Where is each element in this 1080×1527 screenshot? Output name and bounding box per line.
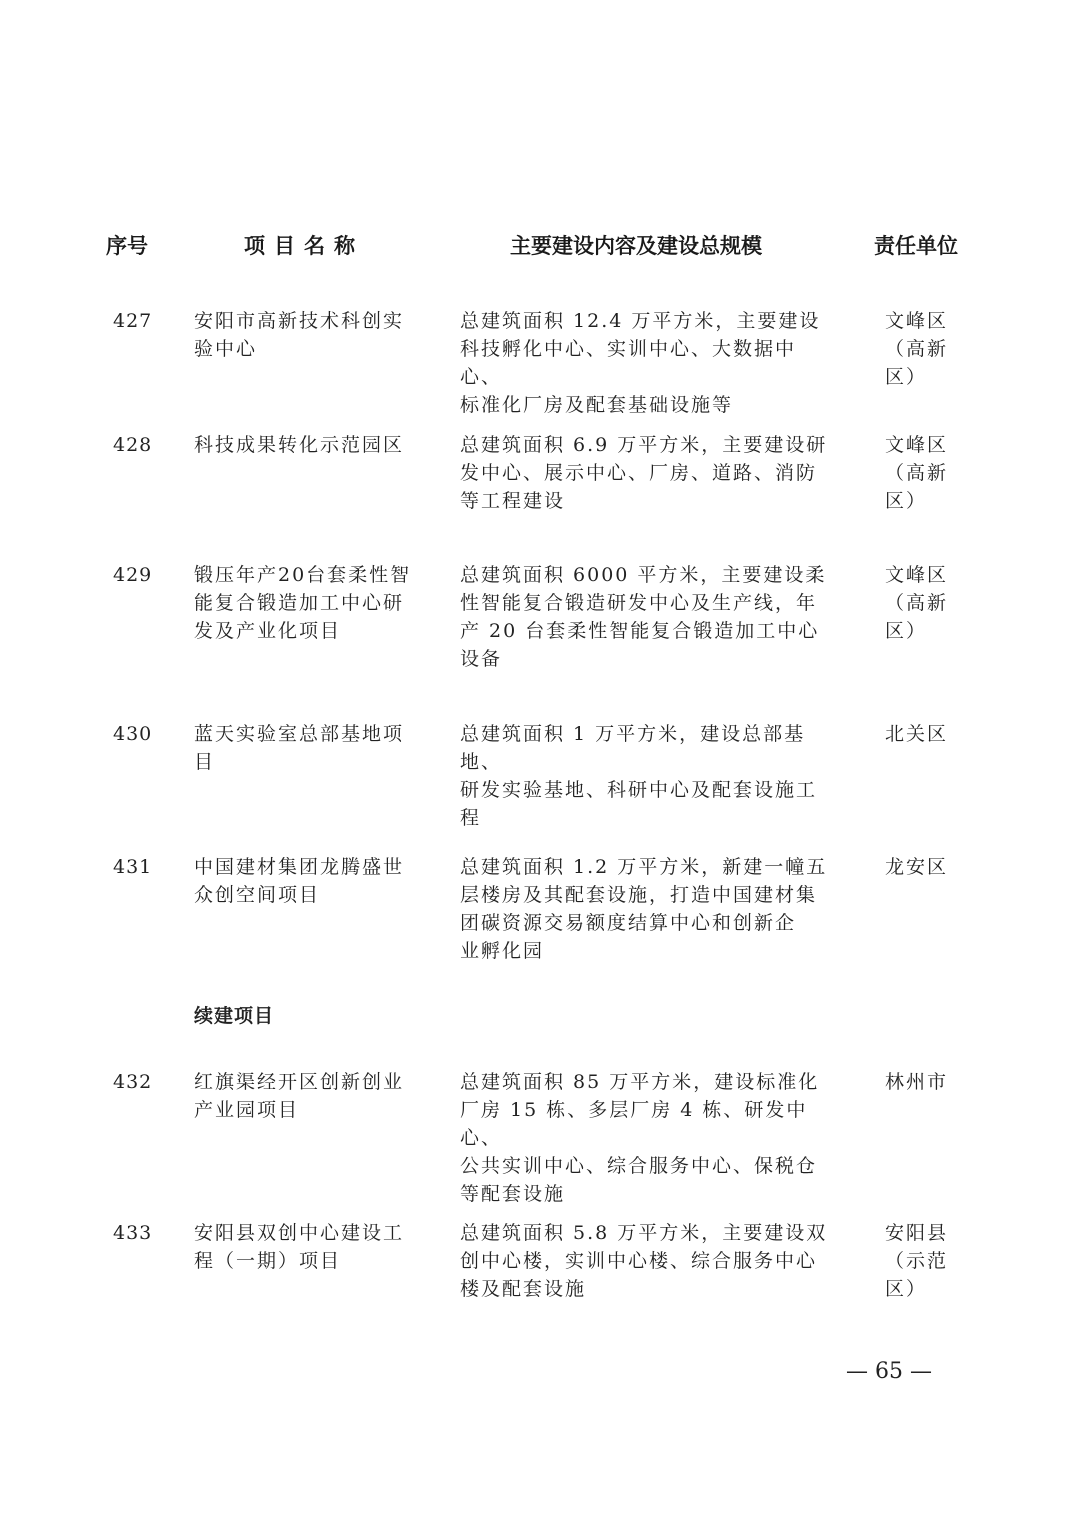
row-responsible-unit: 安阳县 （示范 区） — [885, 1222, 949, 1300]
row-project-name: 安阳市高新技术科创实 验中心 — [194, 310, 405, 360]
row-project-name: 红旗渠经开区创新创业 产业园项目 — [194, 1071, 405, 1121]
row-serial-number: 433 — [113, 1222, 153, 1244]
page-number: — 65 — — [846, 1359, 932, 1384]
row-serial-number: 432 — [113, 1071, 153, 1093]
row-serial-number: 430 — [113, 723, 153, 745]
row-responsible-unit: 北关区 — [885, 723, 949, 745]
row-construction-content: 总建筑面积 1 万平方米，建设总部基地、 研发实验基地、科研中心及配套设施工 程 — [460, 723, 818, 829]
row-serial-number: 427 — [113, 310, 153, 332]
row-construction-content: 总建筑面积 12.4 万平方米，主要建设 科技孵化中心、实训中心、大数据中心、 标准化厂房及配套基础设施等 — [460, 310, 821, 416]
header-responsible-unit: 责任单位 — [874, 234, 958, 258]
row-construction-content: 总建筑面积 6000 平方米，主要建设柔 性智能复合锻造研发中心及生产线，年 产 20 台套柔性智能复合锻造加工中心 设备 — [460, 564, 827, 670]
row-serial-number: 431 — [113, 856, 153, 878]
row-responsible-unit: 文峰区 （高新 区） — [885, 434, 949, 512]
section-heading-continued-projects: 续建项目 — [194, 1005, 275, 1027]
row-responsible-unit: 龙安区 — [885, 856, 949, 878]
table-header — [0, 226, 1080, 262]
row-project-name: 安阳县双创中心建设工 程（一期）项目 — [194, 1222, 405, 1272]
row-construction-content: 总建筑面积 5.8 万平方米，主要建设双 创中心楼，实训中心楼、综合服务中心 楼及配套设施 — [460, 1222, 828, 1300]
header-project-name: 项目名称 — [244, 234, 364, 258]
row-construction-content: 总建筑面积 85 万平方米，建设标准化 厂房 15 栋、多层厂房 4 栋、研发中心、 公共实训中心、综合服务中心、保税仓 等配套设施 — [460, 1071, 820, 1205]
row-project-name: 中国建材集团龙腾盛世 众创空间项目 — [194, 856, 405, 906]
row-responsible-unit: 林州市 — [885, 1071, 949, 1093]
row-construction-content: 总建筑面积 6.9 万平方米，主要建设研 发中心、展示中心、厂房、道路、消防 等工程建设 — [460, 434, 828, 512]
header-construction-content: 主要建设内容及建设总规模 — [510, 234, 762, 258]
row-project-name: 锻压年产20台套柔性智 能复合锻造加工中心研 发及产业化项目 — [194, 564, 412, 642]
row-serial-number: 428 — [113, 434, 153, 456]
row-serial-number: 429 — [113, 564, 153, 586]
header-serial-number: 序号 — [106, 234, 148, 258]
row-responsible-unit: 文峰区 （高新 区） — [885, 310, 949, 388]
row-project-name: 科技成果转化示范园区 — [194, 434, 405, 456]
row-responsible-unit: 文峰区 （高新 区） — [885, 564, 949, 642]
row-project-name: 蓝天实验室总部基地项 目 — [194, 723, 405, 773]
row-construction-content: 总建筑面积 1.2 万平方米，新建一幢五 层楼房及其配套设施，打造中国建材集 团碳资源交易额度结算中心和创新企 业孵化园 — [460, 856, 828, 962]
